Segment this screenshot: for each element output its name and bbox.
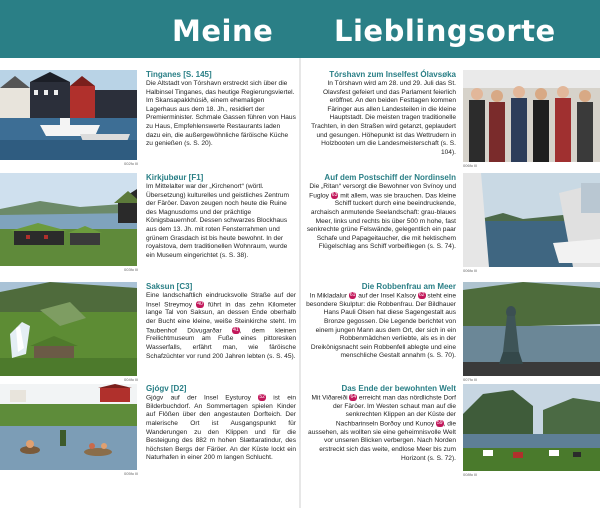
photo-credit: 006fo Ill xyxy=(463,268,478,273)
entry-heading: Das Ende der bewohnten Welt xyxy=(341,384,456,393)
map-marker-badge: 61 xyxy=(349,292,356,298)
entry-heading: Tórshavn zum Inselfest Ólavsøka xyxy=(329,70,456,79)
entry-heading: Die Robbenfrau am Meer xyxy=(361,282,456,291)
map-marker-badge: 40 xyxy=(197,300,203,307)
title-left: Meine xyxy=(172,14,274,48)
photo-credit: 003fo Ill xyxy=(124,267,139,272)
photo-credit: 008fo Ill xyxy=(463,472,478,477)
photo-ende-der-welt xyxy=(463,384,600,471)
entry-olavsoka xyxy=(306,70,456,157)
map-marker-badge: 41 xyxy=(233,326,239,333)
page-header xyxy=(0,0,600,58)
entry-robbenfrau xyxy=(306,282,456,361)
photo-gjogv xyxy=(0,384,137,470)
map-marker-badge: 59 xyxy=(436,420,443,427)
title-right: Lieblingsorte xyxy=(334,14,556,48)
entry-heading: Gjógv [D2] xyxy=(146,384,187,393)
entry-text: Mit Viðareiði 64 erreicht man das nördlichste Dorf der Färöer. Im Westen schaut man auf die senkrechten Klippen an der Küste der Nachbarinseln Borðoy und Kunoy 59, die aussehen, als wollten sie eine geheimnisvolle Welt vor unseren Blicken verbergen. Nach Norden erstreckt sich das weite, endlose Meer bis zum Horizont (s. S. 72). xyxy=(308,394,456,462)
entry-text: Die Altstadt von Tórshavn erstreckt sich über die Halbinsel Tinganes, das heutige Regierungsviertel. Im Skansapakkhúsið, einem ehemaligen Lagerhaus aus dem 18. Jh., residiert der Premierminister. Schmale Gassen führen von Haus zu Haus, Empfehlenswerte Restaurants laden dazu ein, die außergewöhnliche färöische Küche zu genießen (s. S. 20). xyxy=(146,80,296,148)
entry-heading: Tinganes [S. 145] xyxy=(146,70,212,79)
photo-tinganes xyxy=(0,70,137,160)
photo-olavsoka xyxy=(463,70,600,162)
map-marker-badge: 63 xyxy=(331,191,338,198)
entry-text: Die „Ritan“ versorgt die Bewohner von Svínoy und Fugloy 63 mit allem, was sie brauchen. Das kleine Schiff tuckert durch eine beeindruckende, archaisch anmutende Seelandschaft: grau-blaues Meer, links und rechts bis über 500 m hohe, fast senkrechte grüne Felswände, gelegentlich ein paar Schafe und Papageitaucher, die mit hektischem Flügelschlag ans Schiff vorbeifliegen (s. S. 74). xyxy=(306,183,456,251)
entry-postschiff xyxy=(306,173,456,252)
entry-tinganes xyxy=(146,70,296,149)
map-marker-badge: 52 xyxy=(259,394,265,400)
photo-credit: 005fo Ill xyxy=(124,471,139,476)
entry-text: Eine landschaftlich eindrucksvolle Straße auf der Insel Streymoy 40 führt in das zehn Kilometer lange Tal von Saksun, an dessen Ende oberhalb der Bucht eine kleine, weiße Steinkirche steht. Im Taubenhof Dúvugarðar 41, dem kleinen Freilichtmuseum am Fuße eines pittoresken Wasserfalls, erfährt man, wie färöische Schafzüchter vor rund 200 Jahren lebten (s. S. 45). xyxy=(146,292,297,360)
entry-heading: Saksun [C3] xyxy=(146,282,193,291)
entry-text: Im Mittelalter war der „Kirchenort“ (wörtl. Übersetzung) kulturelles und geistliches Zentrum der Färöer. Davon zeugen noch heute die Ruine des Magnusdoms und der prächtige Königsbauernhof. Dessen schwarzes Blockhaus aus dem 13. Jh. mit roten Fensterrahmen und grünem Grasdach ist bis heute bewohnt. In der royalstova, dem traditionellen Wohnraum, wurde ein Museum eingerichtet (s. S. 38). xyxy=(146,183,289,259)
entry-gjogv xyxy=(146,384,296,463)
entry-heading: Kirkjubøur [F1] xyxy=(146,173,204,182)
photo-kirkjubour xyxy=(0,173,137,266)
photo-credit: 007fo Ill xyxy=(463,377,478,382)
entry-saksun xyxy=(146,282,296,361)
photo-credit: 006fo Ill xyxy=(463,163,478,168)
photo-credit: 002fo Ill xyxy=(124,161,139,166)
photo-robbenfrau xyxy=(463,282,600,376)
page-gutter xyxy=(299,58,301,508)
photo-saksun xyxy=(0,282,137,376)
entry-text: In Mikladalur 61 auf der Insel Kalsoy 62 steht eine besondere Skulptur: die Robbenfrau. Der Bildhauer Hans Pauli Olsen hat diese Sagengestalt aus Bronze gegossen. Die Legende berichtet von einem jungen Mann aus dem Ort, der sich in ein Robbenmädchen verliebte, als es in der Dreikönigsnacht sein Robbenfell ablegte und eine menschliche Gestalt annahm (s. S. 70). xyxy=(306,292,456,360)
entry-text: Gjógv auf der Insel Eysturoy 52 ist ein Bilderbuchdorf. An Sommertagen spielen Kinder auf Flößen über den angestauten Dorfteich. Der malerische Ort ist Ausgangspunkt für Wanderungen zu den Klippen und für die Besteigung des 882 m hohen Slættaratindur, des höchsten Bergs der Färöer. An der Küste lockt ein Naturhafen in einer 200 m langen Schlucht. xyxy=(146,394,296,462)
map-marker-badge: 62 xyxy=(419,292,425,298)
photo-postschiff xyxy=(463,173,600,267)
entry-kirkjubour xyxy=(146,173,296,260)
entry-text: In Tórshavn wird am 28. und 29. Juli das St. Olavsfest gefeiert und das Parlament feierlich eröffnet. An den beiden Festtagen kommen Färinger aus allen Landesteilen in die kleine Hauptstadt. Die meisten tragen traditionelle Trachten, in den Straßen wird getanzt, geplaudert und gesungen. Höhepunkt ist das Wettrudern in Holzbooten um die Landesmeisterschaft (s. S. 104). xyxy=(311,80,456,156)
entry-heading: Auf dem Postschiff der Nordinseln xyxy=(324,173,456,182)
entry-ende-der-welt xyxy=(306,384,456,463)
photo-credit: 004fo Ill xyxy=(124,377,139,382)
map-marker-badge: 64 xyxy=(350,394,357,400)
